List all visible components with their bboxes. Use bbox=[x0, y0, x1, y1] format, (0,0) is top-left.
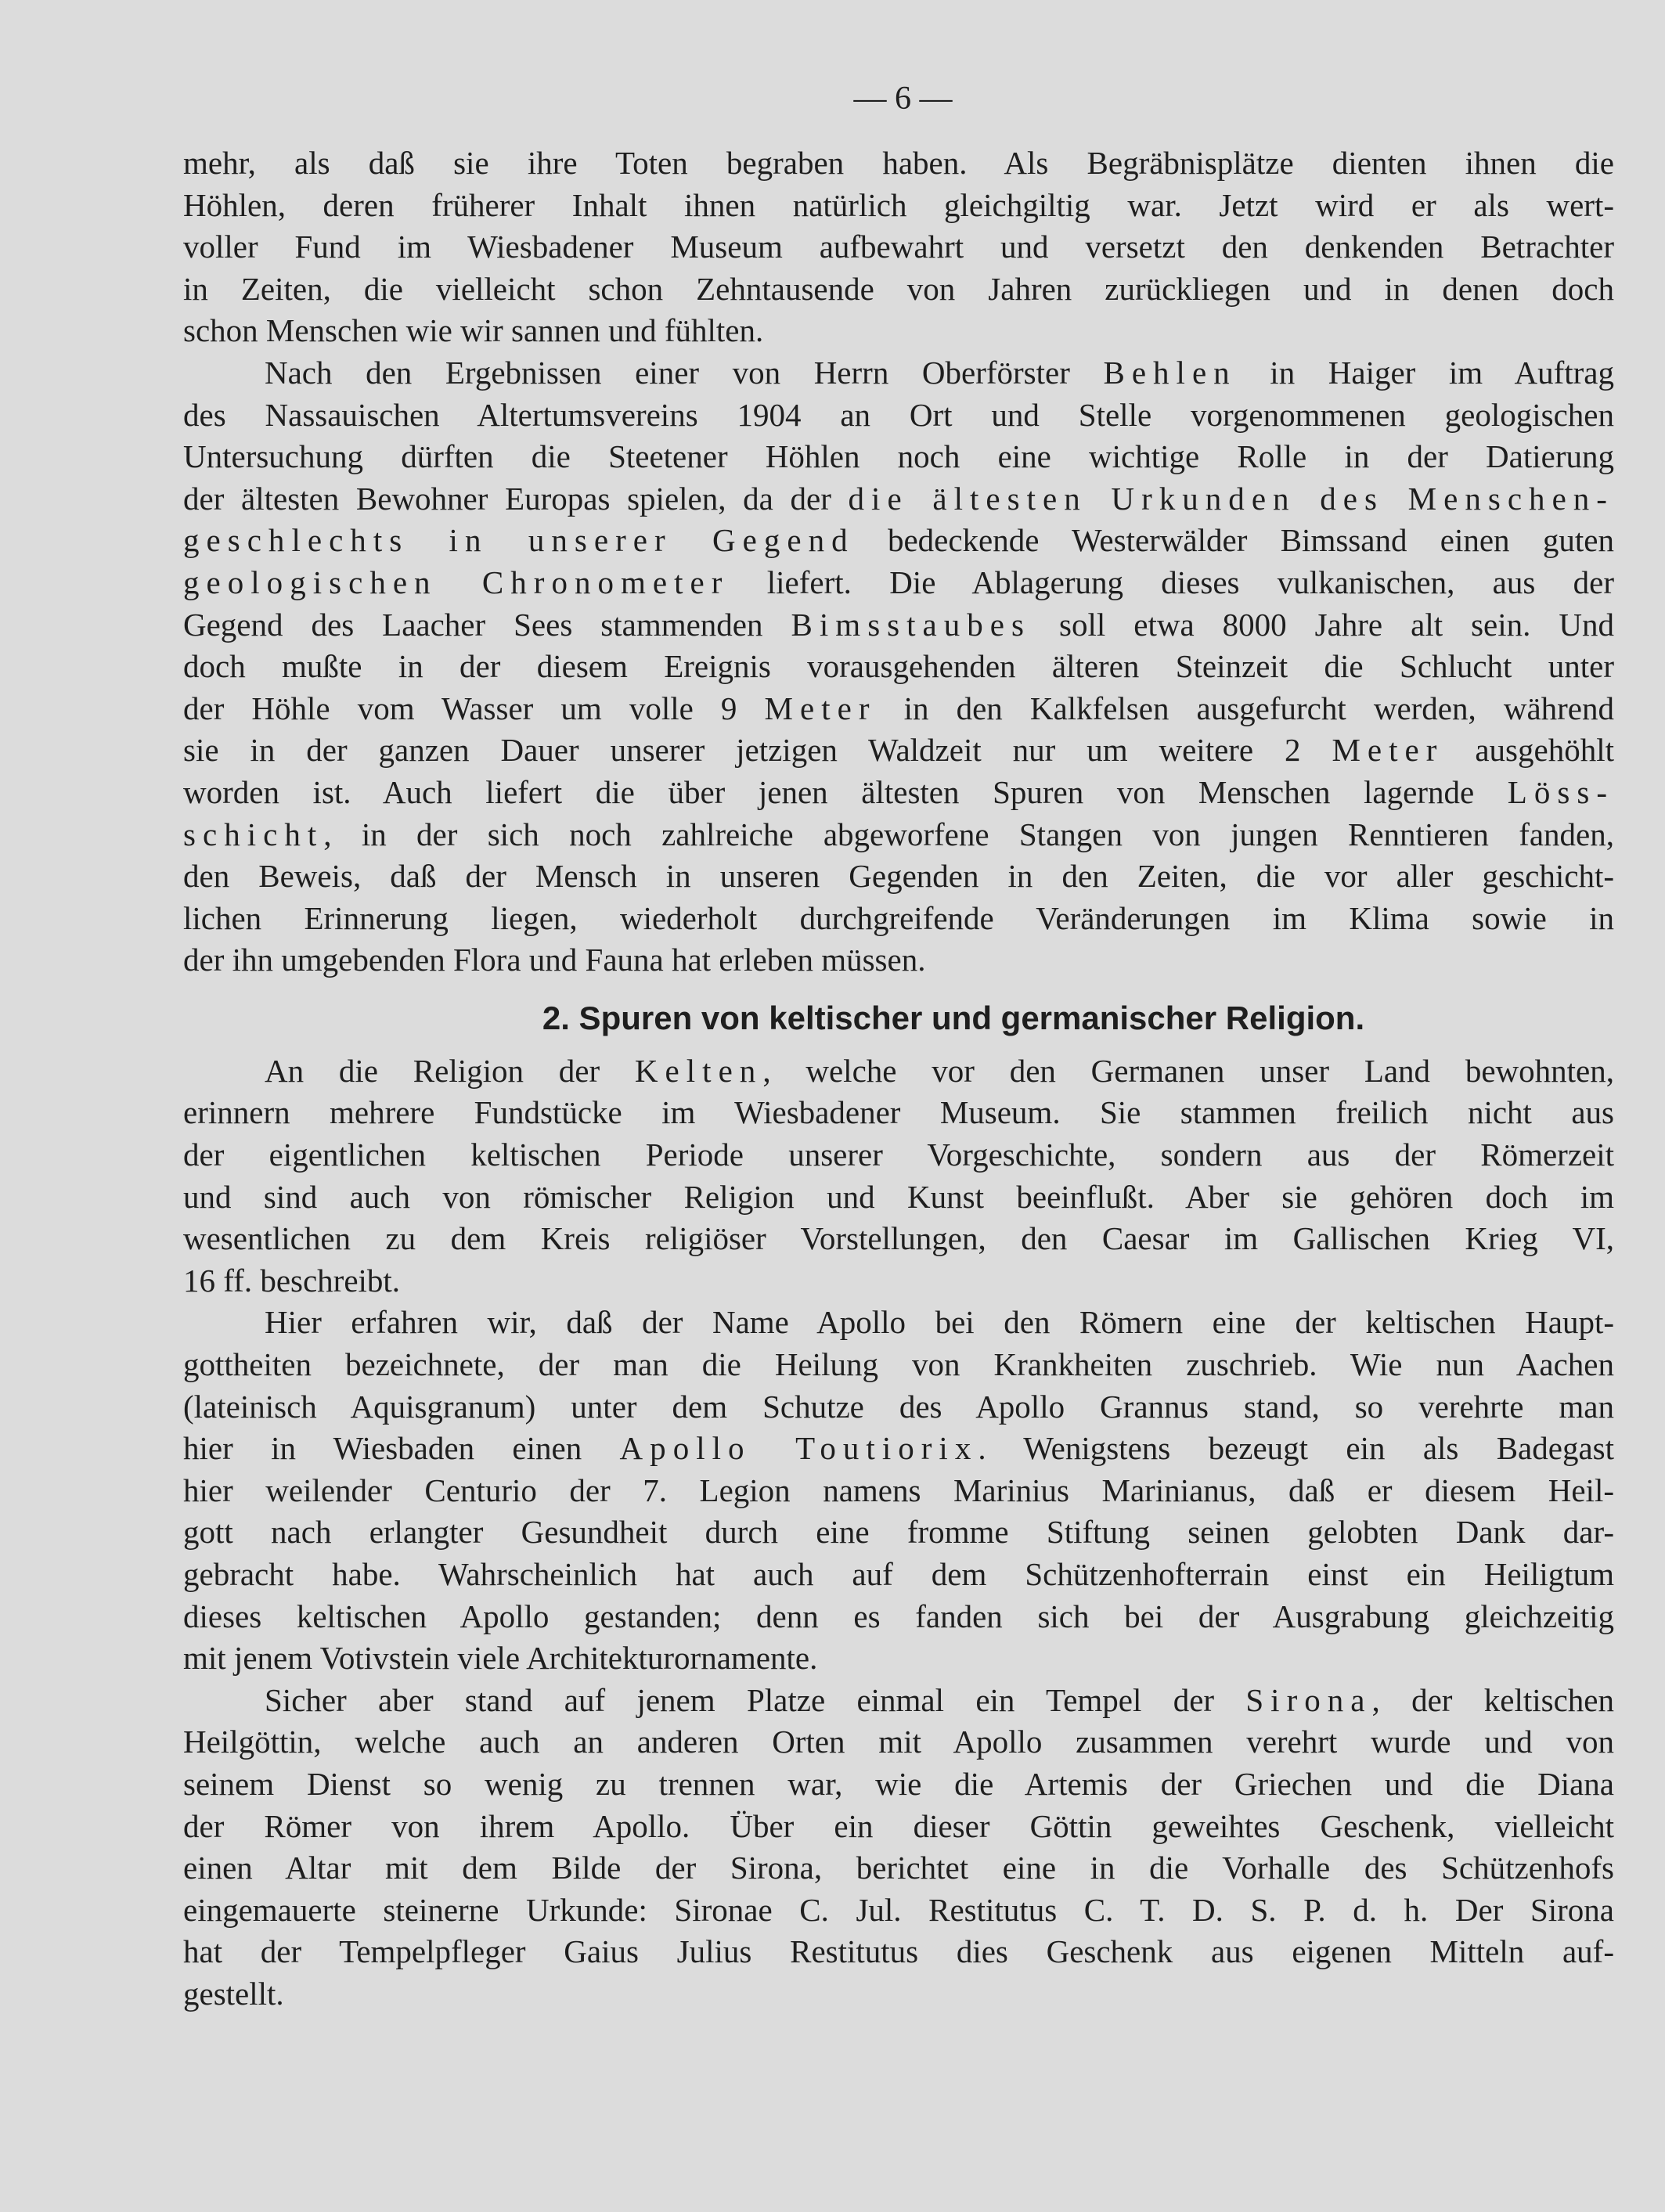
spaced-emphasis: Löss- bbox=[1507, 773, 1614, 810]
text-line: Hier erfahren wir, daß der Name Apollo bei den Römern eine der keltischen Haupt- bbox=[265, 1304, 1614, 1341]
text-line: der Höhle vom Wasser um volle 9 Meter in den Kalkfelsen ausgefurcht werden, während bbox=[183, 690, 1614, 726]
text-line: hier in Wiesbaden einen Apollo Toutiorix. Wenigstens bezeugt ein als Badegast bbox=[183, 1430, 1614, 1467]
text-line: gestellt. bbox=[183, 1975, 284, 2012]
text-line: (lateinisch Aquisgranum) unter dem Schutze des Apollo Grannus stand, so verehrte man bbox=[183, 1388, 1614, 1425]
text-line: eingemauerte steinerne Urkunde: Sironae C. Jul. Restitutus C. T. D. S. P. d. h. Der Sirona bbox=[183, 1891, 1614, 1928]
text-line: An die Religion der Kelten, welche vor den Germanen unser Land bewohnten, bbox=[265, 1052, 1614, 1089]
spaced-emphasis: schicht bbox=[183, 816, 324, 852]
text-line: hier weilender Centurio der 7. Legion namens Marinius Marinianus, daß er diesem Heil- bbox=[183, 1472, 1614, 1508]
text-line: einen Altar mit dem Bilde der Sirona, berichtet eine in die Vorhalle des Schützenhofs bbox=[183, 1850, 1614, 1886]
text-line: mit jenem Votivstein viele Architekturornamente. bbox=[183, 1640, 818, 1677]
text-line: 16 ff. beschreibt. bbox=[183, 1262, 401, 1299]
text-line: erinnern mehrere Fundstücke im Wiesbadener Museum. Sie stammen freilich nicht aus bbox=[183, 1094, 1614, 1131]
text-line: Heilgöttin, welche auch an anderen Orten mit Apollo zusammen verehrt wurde und von bbox=[183, 1724, 1614, 1760]
text-body bbox=[183, 142, 1614, 2016]
spaced-name: Behlen bbox=[1103, 354, 1237, 391]
text-line: geschlechts in unserer Gegend bedeckende Westerwälder Bimssand einen guten bbox=[183, 522, 1614, 559]
spaced-emphasis: Bimsstaubes bbox=[791, 606, 1032, 643]
spaced-emphasis: geologischen Chronometer bbox=[183, 564, 730, 600]
text-line: des Nassauischen Altertumsvereins 1904 an Ort und Stelle vorgenommenen geologischen bbox=[183, 396, 1614, 433]
text-line: sie in der ganzen Dauer unserer jetzigen Waldzeit nur um weitere 2 Meter ausgehöhlt bbox=[183, 732, 1614, 769]
text-line: dieses keltischen Apollo gestanden; denn es fanden sich bei der Ausgrabung gleichzeitig bbox=[183, 1598, 1614, 1634]
text-line: der Römer von ihrem Apollo. Über ein dieser Göttin geweihtes Geschenk, vielleicht bbox=[183, 1807, 1614, 1844]
text-line: Untersuchung dürften die Steetener Höhlen noch eine wichtige Rolle in der Datierung bbox=[183, 438, 1614, 475]
spaced-emphasis: Kelten bbox=[634, 1052, 763, 1089]
text-line: voller Fund im Wiesbadener Museum aufbewahrt und versetzt den denkenden Betrachter bbox=[183, 229, 1614, 265]
text-line: schicht, in der sich noch zahlreiche abgeworfene Stangen von jungen Renntieren fanden, bbox=[183, 816, 1614, 852]
text-line: mehr, als daß sie ihre Toten begraben haben. Als Begräbnisplätze dienten ihnen die bbox=[183, 145, 1614, 181]
spaced-emphasis: geschlechts in unserer Gegend bbox=[183, 522, 855, 559]
text-line: wesentlichen zu dem Kreis religiöser Vorstellungen, den Caesar im Gallischen Krieg VI, bbox=[183, 1220, 1614, 1257]
text-line: worden ist. Auch liefert die über jenen ältesten Spuren von Menschen lagernde Löss- bbox=[183, 773, 1614, 810]
text-line: Gegend des Laacher Sees stammenden Bimsstaubes soll etwa 8000 Jahre alt sein. Und bbox=[183, 606, 1614, 643]
spaced-emphasis: Sirona bbox=[1245, 1681, 1372, 1718]
spaced-emphasis: Meter bbox=[1332, 732, 1444, 769]
text-line: den Beweis, daß der Mensch in unseren Gegenden in den Zeiten, die vor aller geschicht- bbox=[183, 858, 1614, 895]
spaced-emphasis: Meter bbox=[764, 690, 877, 726]
text-line: doch mußte in der diesem Ereignis vorausgehenden älteren Steinzeit die Schlucht unter bbox=[183, 648, 1614, 685]
text-line: Nach den Ergebnissen einer von Herrn Oberförster Behlen in Haiger im Auftrag bbox=[265, 354, 1614, 391]
text-line: geologischen Chronometer liefert. Die Ablagerung dieses vulkanischen, aus der bbox=[183, 564, 1614, 600]
text-line: Sicher aber stand auf jenem Platze einmal ein Tempel der Sirona, der keltischen bbox=[265, 1681, 1614, 1718]
text-line: Höhlen, deren früherer Inhalt ihnen natürlich gleichgiltig war. Jetzt wird er als wert- bbox=[183, 186, 1614, 223]
text-line: der ihn umgebenden Flora und Fauna hat erleben müssen. bbox=[183, 942, 926, 978]
text-line: gottheiten bezeichnete, der man die Heilung von Krankheiten zuschrieb. Wie nun Aachen bbox=[183, 1346, 1614, 1383]
text-line: gott nach erlangter Gesundheit durch eine fromme Stiftung seinen gelobten Dank dar- bbox=[183, 1514, 1614, 1551]
text-line: schon Menschen wie wir sannen und fühlten. bbox=[183, 312, 764, 349]
text-line: in Zeiten, die vielleicht schon Zehntausende von Jahren zurückliegen und in denen doch bbox=[183, 270, 1614, 307]
page-number: — 6 — bbox=[853, 81, 953, 117]
text-line: der eigentlichen keltischen Periode unserer Vorgeschichte, sondern aus der Römerzeit bbox=[183, 1137, 1614, 1173]
spaced-emphasis: die ältesten Urkunden des Menschen- bbox=[848, 480, 1614, 517]
text-line: lichen Erinnerung liegen, wiederholt durchgreifende Veränderungen im Klima sowie in bbox=[183, 899, 1614, 936]
text-line: seinem Dienst so wenig zu trennen war, wie die Artemis der Griechen und die Diana bbox=[183, 1765, 1614, 1802]
text-line: der ältesten Bewohner Europas spielen, da der die ältesten Urkunden des Menschen- bbox=[183, 480, 1614, 517]
text-line: gebracht habe. Wahrscheinlich hat auch auf dem Schützenhofterrain einst ein Heiligtum bbox=[183, 1556, 1614, 1592]
text-line: hat der Tempelpfleger Gaius Julius Restitutus dies Geschenk aus eigenen Mitteln auf- bbox=[183, 1933, 1614, 1970]
spaced-emphasis: Apollo Toutiorix bbox=[619, 1430, 978, 1467]
text-line: und sind auch von römischer Religion und Kunst beeinflußt. Aber sie gehören doch im bbox=[183, 1178, 1614, 1215]
section-heading: 2. Spuren von keltischer und germanischer Religion. bbox=[542, 999, 1365, 1036]
